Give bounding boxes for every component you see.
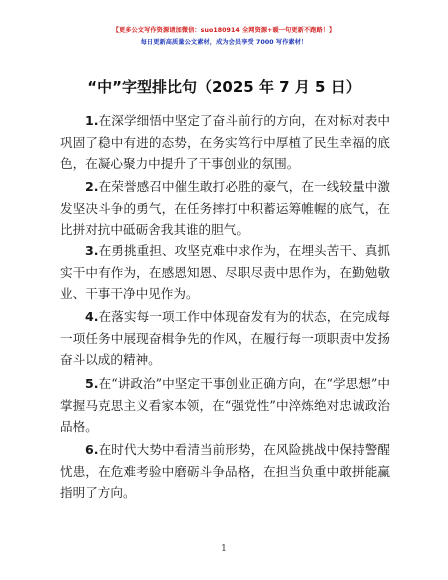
document-title: “中”字型排比句（2025 年 7 月 5 日） xyxy=(87,78,361,96)
paragraph-text: 在深学细悟中坚定了奋斗前行的方向，在对标对表中巩固了稳中有进的态势，在务实笃行中厚植了民生幸福的底色，在凝心聚力中提升了干事创业的氛围。 xyxy=(60,113,390,171)
paragraph-6 xyxy=(60,439,390,504)
promo-banner-line-1: 【更多公文写作资源请加微信：suo180914 全网资源+暖一句更新不跑路！】 xyxy=(112,27,336,34)
paragraph-text: 在勇挑重担、攻坚克难中求作为，在埋头苦干、真抓实干中有作为，在感恩知恩、尽职尽责中思作为，在勤勉敬业、干事干净中见作为。 xyxy=(60,243,390,301)
paragraph-number: 5. xyxy=(85,376,99,391)
paragraph-text: 在“讲政治”中坚定干事创业正确方向，在“学思想”中掌握马克思主义看家本领，在“强党性”中淬炼绝对忠诚政治品格。 xyxy=(60,376,390,434)
paragraph-number: 1. xyxy=(85,113,99,128)
paragraph-number: 4. xyxy=(85,309,99,324)
paragraph-1 xyxy=(60,110,390,175)
paragraph-3 xyxy=(60,240,390,305)
promo-banner-line-2: 每日更新高质量公文素材，成为会员享受 7000 写作素材！ xyxy=(140,39,308,46)
paragraph-number: 6. xyxy=(85,442,99,457)
paragraph-text: 在时代大势中看清当前形势，在风险挑战中保持警醒忧患，在危难考验中磨砺斗争品格，在担当负重中敢拼能赢指明了方向。 xyxy=(60,442,390,500)
paragraph-number: 2. xyxy=(85,179,99,194)
paragraph-text: 在落实每一项工作中体现奋发有为的状态，在完成每一项任务中展现奋楫争先的作风，在履行每一项职责中发扬奋斗以成的精神。 xyxy=(60,309,390,367)
paragraph-5 xyxy=(60,373,390,438)
paragraph-text: 在荣誉感召中催生敢打必胜的豪气，在一线较量中激发坚决斗争的勇气，在任务摔打中积蓄运筹帷幄的底气，在比拼对抗中砥砺舍我其谁的胆气。 xyxy=(60,179,390,237)
paragraph-number: 3. xyxy=(85,243,99,258)
paragraph-2 xyxy=(60,176,390,241)
page-number: 1 xyxy=(221,544,227,554)
paragraph-4 xyxy=(60,306,390,371)
